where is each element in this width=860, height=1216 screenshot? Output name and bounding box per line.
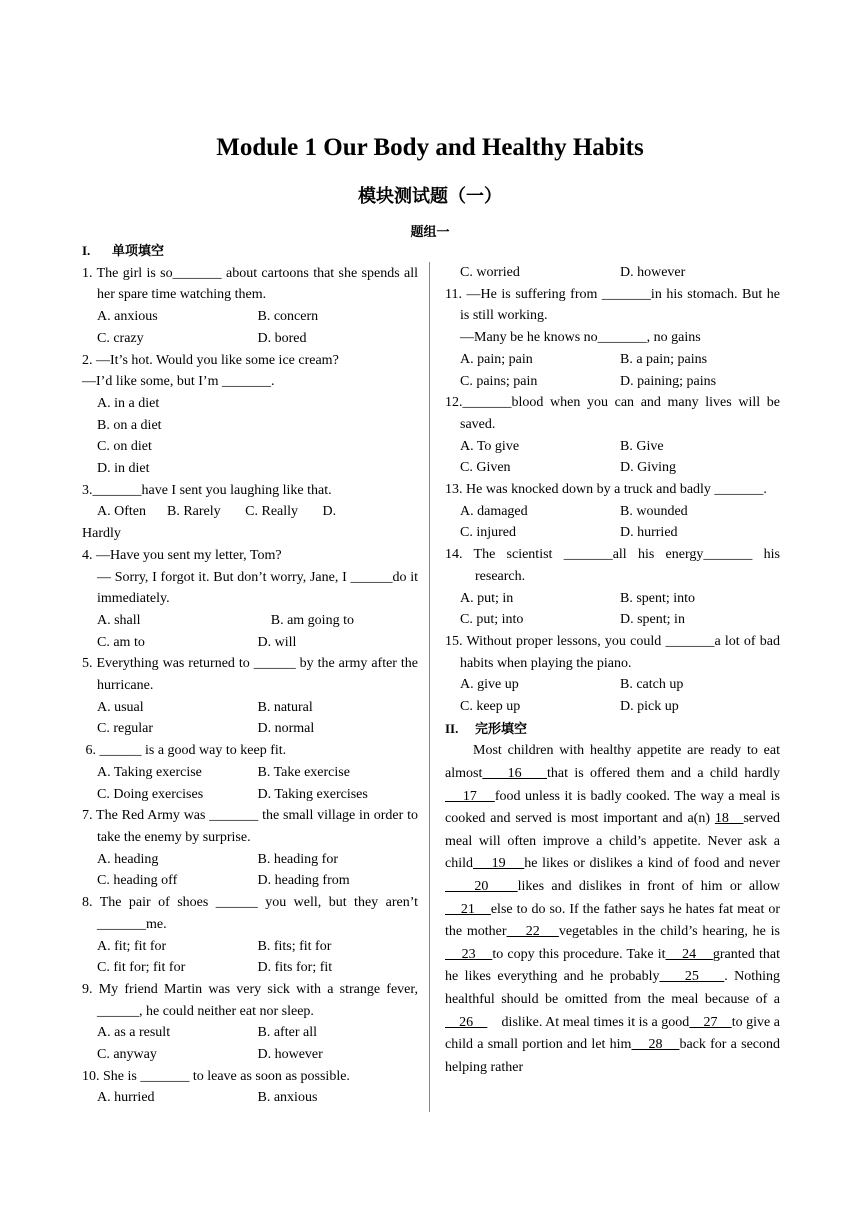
question-10: 10. She is _______ to leave as soon as possible. bbox=[82, 1068, 350, 1084]
option-2d: D. in diet bbox=[97, 461, 150, 477]
options-11b: C. pains; pain D. paining; pains bbox=[460, 373, 717, 389]
options-1a: A. anxious B. concern bbox=[97, 309, 319, 325]
blank-26[interactable]: 26 bbox=[445, 1014, 488, 1030]
options-12a: A. To give B. Give bbox=[460, 438, 664, 454]
section-heading-1: I. 单项填空 bbox=[82, 243, 165, 259]
question-15: 15. Without proper lessons, you could _______a lot of bad habits when playing the piano. bbox=[445, 633, 780, 671]
options-15a: A. give up B. catch up bbox=[460, 677, 684, 693]
blank-17[interactable]: 17 bbox=[445, 788, 495, 804]
question-1: 1. The girl is so_______ about cartoons that she spends all her spare time watching them. bbox=[82, 265, 418, 303]
option-2a: A. in a diet bbox=[97, 395, 160, 411]
question-6: 6. ______ is a good way to keep fit. bbox=[82, 743, 287, 759]
blank-23[interactable]: 23 bbox=[445, 946, 493, 962]
page-title: Module 1 Our Body and Healthy Habits bbox=[216, 134, 644, 161]
blank-18[interactable]: 18 bbox=[714, 811, 744, 827]
options-5b: C. regular D. normal bbox=[97, 721, 315, 737]
options-4a: A. shall B. am going to bbox=[97, 612, 354, 628]
options-14b: C. put; into D. spent; in bbox=[460, 612, 685, 628]
question-5: 5. Everything was returned to ______ by the army after the hurricane. bbox=[82, 656, 418, 694]
right-column bbox=[445, 262, 780, 1079]
question-3: 3._______have I sent you laughing like that. bbox=[82, 482, 332, 498]
options-9a: A. as a result B. after all bbox=[97, 1025, 317, 1041]
question-4-reply: — Sorry, I forgot it. But don’t worry, Jane, I ______do it immediately. bbox=[97, 569, 418, 607]
options-15b: C. keep up D. pick up bbox=[460, 699, 679, 715]
options-4b: C. am to D. will bbox=[97, 634, 297, 650]
options-8a: A. fit; fit for B. fits; fit for bbox=[97, 938, 332, 954]
left-column bbox=[82, 240, 418, 1109]
question-12: 12._______blood when you can and many lives will be saved. bbox=[445, 395, 780, 432]
question-2: 2. —It’s hot. Would you like some ice cream? bbox=[82, 352, 339, 368]
question-7: 7. The Red Army was _______ the small village in order to take the enemy by surprise. bbox=[82, 808, 418, 845]
options-10b: C. worried D. however bbox=[460, 265, 686, 280]
question-8: 8. The pair of shoes ______ you well, but they aren’t _______me. bbox=[82, 895, 418, 932]
options-14a: A. put; in B. spent; into bbox=[460, 590, 696, 606]
blank-28[interactable]: 28 bbox=[631, 1037, 680, 1053]
options-7a: A. heading B. heading for bbox=[97, 851, 338, 867]
options-12b: C. Given D. Giving bbox=[460, 460, 676, 476]
blank-25[interactable]: 25 bbox=[659, 969, 725, 985]
blank-19[interactable]: 19 bbox=[473, 856, 525, 872]
options-11a: A. pain; pain B. a pain; pains bbox=[460, 351, 708, 367]
question-4: 4. —Have you sent my letter, Tom? bbox=[82, 547, 282, 563]
blank-24[interactable]: 24 bbox=[665, 946, 713, 962]
blank-22[interactable]: 22 bbox=[506, 924, 559, 940]
options-1b: C. crazy D. bored bbox=[97, 330, 307, 346]
question-14: 14. The scientist _______all his energy_______ his research. bbox=[445, 547, 780, 584]
question-9: 9. My friend Martin was very sick with a strange fever, ______, he could neither eat nor sleep. bbox=[82, 981, 418, 1019]
question-13: 13. He was knocked down by a truck and badly _______. bbox=[445, 482, 767, 498]
page-subtitle: 模块测试题（一） bbox=[358, 186, 502, 207]
blank-27[interactable]: 27 bbox=[689, 1014, 732, 1030]
options-7b: C. heading off D. heading from bbox=[97, 873, 350, 889]
blank-20[interactable]: 20 bbox=[445, 879, 518, 895]
question-11: 11. —He is suffering from _______in his stomach. But he is still working. bbox=[445, 286, 780, 324]
column-divider bbox=[429, 262, 430, 1112]
options-9b: C. anyway D. however bbox=[97, 1047, 323, 1063]
blank-16[interactable]: 16 bbox=[482, 766, 548, 782]
question-11-reply: —Many be he knows no_______, no gains bbox=[460, 330, 701, 346]
blank-21[interactable]: 21 bbox=[445, 901, 491, 917]
options-8b: C. fit for; fit for D. fits for; fit bbox=[97, 960, 333, 976]
options-6b: C. Doing exercises D. Taking exercises bbox=[97, 786, 368, 802]
cloze-passage: Most children with healthy appetite are ready to eat almost 16 that is offered them and a child hardly 17 food unless it is badly cooked. The way a meal is cooked and served is most important and a(n) 18 served meal will often improve a child’s appetite. Never ask a child 19 he likes or dislikes a kind of food and never 20 likes and dislikes in front of him or allow 21 else to do so. If the father says he hates fat meat or the mother 22 vegetables in the child’s hearing, he is 23 to copy this procedure. Take it 24 granted that he likes everything and he probably 25 . Nothing healthful should be omitted from the meal because of a 26 dislike. At meal times it is a good 27 to give a child a small portion and let him 28 back for a second helping rather bbox=[445, 743, 781, 1075]
question-2-reply: —I’d like some, but I’m _______. bbox=[82, 374, 275, 390]
options-3: A. Often B. Rarely C. Really D. bbox=[97, 504, 337, 520]
option-2b: B. on a diet bbox=[97, 417, 162, 433]
section-heading-2: II. 完形填空 bbox=[445, 720, 528, 737]
options-3-tail: Hardly bbox=[82, 526, 121, 542]
options-6a: A. Taking exercise B. Take exercise bbox=[97, 764, 350, 780]
options-10a: A. hurried B. anxious bbox=[97, 1090, 318, 1106]
group-label: 题组一 bbox=[410, 225, 450, 240]
option-2c: C. on diet bbox=[97, 439, 152, 455]
options-13b: C. injured D. hurried bbox=[460, 525, 678, 541]
options-5a: A. usual B. natural bbox=[97, 699, 313, 715]
options-13a: A. damaged B. wounded bbox=[460, 503, 688, 519]
